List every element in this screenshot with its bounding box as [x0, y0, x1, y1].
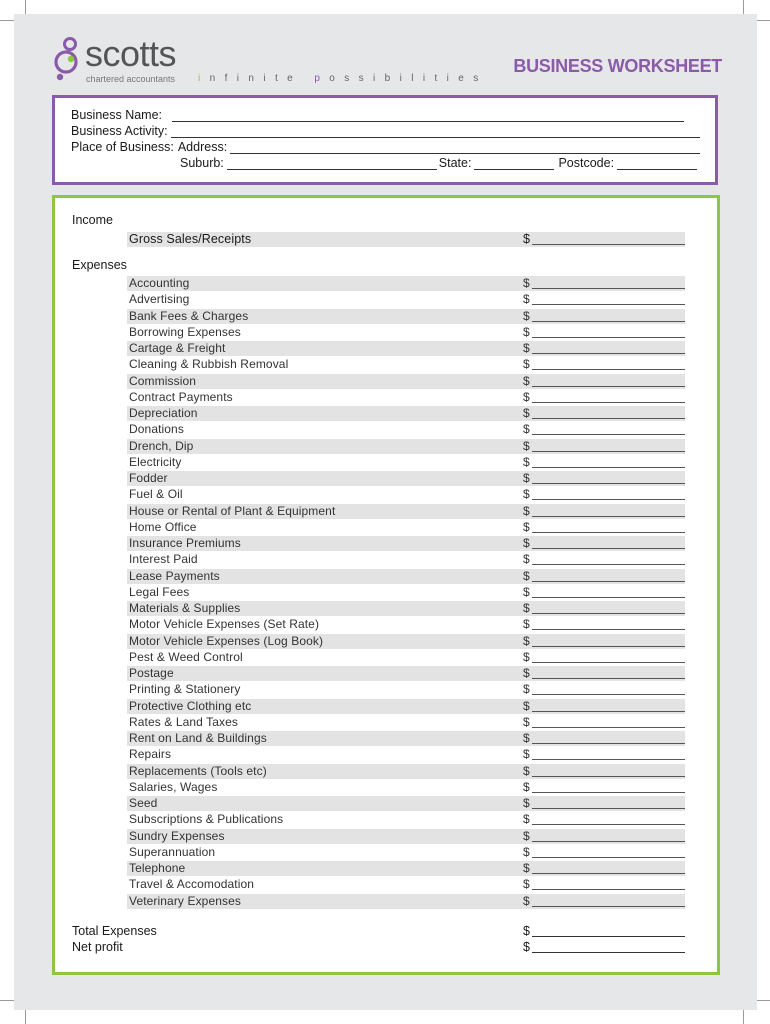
- expense-row-label: Printing & Stationery: [129, 682, 241, 697]
- expense-row-label: Fuel & Oil: [129, 487, 183, 502]
- expense-row-currency: $: [523, 649, 530, 664]
- expense-row-currency: $: [523, 828, 530, 843]
- income-row[interactable]: [127, 232, 685, 247]
- business-name-field[interactable]: [172, 110, 684, 122]
- tagline-word-2: ossibilities: [329, 73, 488, 84]
- expense-row-currency: $: [523, 617, 530, 632]
- expense-row-currency: $: [523, 731, 530, 745]
- expense-row-label: Replacements (Tools etc): [129, 763, 267, 778]
- expense-row-label: Pest & Weed Control: [129, 649, 243, 664]
- expense-row-amount-field[interactable]: [532, 386, 685, 387]
- expense-row[interactable]: [127, 715, 685, 730]
- expense-row-amount-field[interactable]: [532, 516, 685, 517]
- expense-row-amount-field[interactable]: [532, 873, 685, 874]
- expense-row-label: Advertising: [129, 292, 190, 307]
- total-expenses-currency: $: [523, 924, 530, 938]
- business-activity-line: [71, 124, 700, 138]
- expense-row-amount-field[interactable]: [532, 564, 685, 565]
- expense-row-label: Interest Paid: [129, 552, 198, 567]
- expense-row-currency: $: [523, 471, 530, 485]
- expense-row-label: Depreciation: [129, 406, 198, 420]
- state-label: State:: [438, 156, 472, 170]
- expense-row-label: Drench, Dip: [129, 438, 194, 453]
- expense-row-amount-field[interactable]: [532, 678, 685, 679]
- net-profit-label: Net profit: [72, 940, 123, 954]
- expense-row-label: Superannuation: [129, 844, 216, 859]
- total-expenses-field[interactable]: [532, 936, 685, 937]
- page-title: BUSINESS WORKSHEET: [513, 56, 722, 76]
- expense-row[interactable]: [127, 406, 685, 421]
- expense-row-amount-field[interactable]: [532, 792, 685, 793]
- tagline-p: p: [314, 73, 330, 84]
- worksheet-box: [52, 195, 720, 975]
- expense-row[interactable]: [127, 341, 685, 356]
- expense-row-label: Cartage & Freight: [129, 341, 226, 355]
- expense-row-currency: $: [523, 324, 530, 339]
- expense-row[interactable]: [127, 422, 685, 437]
- expense-row[interactable]: [127, 309, 685, 324]
- expense-row[interactable]: [127, 374, 685, 389]
- state-field[interactable]: [474, 158, 554, 170]
- expense-row-amount-field[interactable]: [532, 906, 685, 907]
- expense-row-currency: $: [523, 893, 530, 908]
- expense-row-currency: $: [523, 552, 530, 567]
- crop-mark: [756, 1000, 770, 1001]
- expense-row-label: Insurance Premiums: [129, 536, 241, 550]
- expense-row-currency: $: [523, 698, 530, 713]
- expense-row[interactable]: [127, 357, 685, 372]
- expense-row[interactable]: [127, 292, 685, 307]
- expense-row-currency: $: [523, 503, 530, 518]
- income-heading: Income: [72, 213, 113, 227]
- crop-mark: [0, 20, 14, 21]
- expense-row-currency: $: [523, 601, 530, 615]
- expense-row-currency: $: [523, 536, 530, 550]
- business-name-line: [71, 108, 684, 122]
- expense-row-amount-field[interactable]: [532, 597, 685, 598]
- expense-row-currency: $: [523, 633, 530, 648]
- expense-row-currency: $: [523, 877, 530, 892]
- expense-row-amount-field[interactable]: [532, 889, 685, 890]
- income-row-currency: $: [523, 232, 530, 246]
- expense-row-amount-field[interactable]: [532, 548, 685, 549]
- tagline: [198, 73, 488, 84]
- expense-row[interactable]: [127, 276, 685, 291]
- expense-row-currency: $: [523, 422, 530, 437]
- expense-row[interactable]: [127, 829, 685, 844]
- suburb-label: Suburb:: [180, 156, 224, 170]
- expense-row-currency: $: [523, 406, 530, 420]
- expense-row[interactable]: [127, 796, 685, 811]
- expense-row-amount-field[interactable]: [532, 629, 685, 630]
- expense-row[interactable]: [127, 845, 685, 860]
- expense-row-amount-field[interactable]: [532, 841, 685, 842]
- expense-row-currency: $: [523, 844, 530, 859]
- crop-mark: [25, 1010, 26, 1024]
- expense-row-currency: $: [523, 861, 530, 875]
- suburb-line: [180, 156, 697, 170]
- place-of-business-label: Place of Business:: [71, 140, 174, 154]
- crop-mark: [0, 1000, 14, 1001]
- expense-row-label: Protective Clothing etc: [129, 698, 252, 713]
- expense-row[interactable]: [127, 455, 685, 470]
- expense-row-currency: $: [523, 519, 530, 534]
- business-info-box: [52, 95, 718, 185]
- expense-row[interactable]: [127, 487, 685, 502]
- expense-row-amount-field[interactable]: [532, 337, 685, 338]
- expense-row-label: Repairs: [129, 747, 172, 762]
- expense-row-amount-field[interactable]: [532, 321, 685, 322]
- expense-row-amount-field[interactable]: [532, 434, 685, 435]
- expense-row-label: Rent on Land & Buildings: [129, 731, 267, 745]
- expense-row-currency: $: [523, 357, 530, 372]
- total-expenses-label: Total Expenses: [72, 924, 157, 938]
- suburb-field[interactable]: [227, 158, 437, 170]
- expense-row[interactable]: [127, 747, 685, 762]
- expense-row[interactable]: [127, 585, 685, 600]
- expense-row-currency: $: [523, 308, 530, 323]
- expense-row-amount-field[interactable]: [532, 646, 685, 647]
- expense-row[interactable]: [127, 894, 685, 909]
- expense-row[interactable]: [127, 569, 685, 584]
- expense-row-label: Fodder: [129, 471, 168, 485]
- business-name-label: Business Name:: [71, 108, 163, 122]
- expense-row-amount-field[interactable]: [532, 483, 685, 484]
- expense-row-currency: $: [523, 682, 530, 697]
- expense-row-amount-field[interactable]: [532, 369, 685, 370]
- expense-row-label: Telephone: [129, 861, 186, 875]
- expense-row-currency: $: [523, 373, 530, 388]
- business-activity-field[interactable]: [171, 126, 700, 138]
- expense-row-currency: $: [523, 568, 530, 583]
- expense-row-currency: $: [523, 747, 530, 762]
- place-of-business-line: [71, 140, 700, 154]
- expense-row-amount-field[interactable]: [532, 694, 685, 695]
- expense-row[interactable]: [127, 699, 685, 714]
- crop-mark: [756, 20, 770, 21]
- expense-row[interactable]: [127, 666, 685, 681]
- postcode-field[interactable]: [617, 158, 697, 170]
- crop-mark: [25, 0, 26, 14]
- expense-row[interactable]: [127, 325, 685, 340]
- expense-row-label: Seed: [129, 796, 158, 810]
- tagline-word-1: nfinite: [209, 73, 303, 84]
- expense-row-label: Travel & Accomodation: [129, 877, 255, 892]
- expense-row-amount-field[interactable]: [532, 467, 685, 468]
- expense-row[interactable]: [127, 780, 685, 795]
- expense-row-amount-field[interactable]: [532, 711, 685, 712]
- expense-row-amount-field[interactable]: [532, 662, 685, 663]
- expense-row-label: Motor Vehicle Expenses (Log Book): [129, 633, 324, 648]
- expense-row[interactable]: [127, 650, 685, 665]
- expense-row-amount-field[interactable]: [532, 451, 685, 452]
- expense-row-amount-field[interactable]: [532, 824, 685, 825]
- expense-row-currency: $: [523, 487, 530, 502]
- postcode-label: Postcode:: [558, 156, 615, 170]
- expense-row[interactable]: [127, 536, 685, 551]
- expenses-heading: Expenses: [72, 258, 127, 272]
- expense-row-currency: $: [523, 454, 530, 469]
- expense-row-currency: $: [523, 796, 530, 810]
- income-row-label: Gross Sales/Receipts: [129, 232, 252, 246]
- expense-row-label: Rates & Land Taxes: [129, 714, 238, 729]
- tagline-first-letter: i: [198, 73, 210, 84]
- expense-row-amount-field[interactable]: [532, 288, 685, 289]
- address-field[interactable]: [230, 142, 700, 154]
- expense-row-amount-field[interactable]: [532, 776, 685, 777]
- expense-row[interactable]: [127, 390, 685, 405]
- expense-row[interactable]: [127, 764, 685, 779]
- expense-row-currency: $: [523, 812, 530, 827]
- expense-row-amount-field[interactable]: [532, 304, 685, 305]
- expense-row-amount-field[interactable]: [532, 808, 685, 809]
- expense-row[interactable]: [127, 504, 685, 519]
- expense-row[interactable]: [127, 471, 685, 486]
- expense-row-label: Home Office: [129, 519, 197, 534]
- expense-row[interactable]: [127, 877, 685, 892]
- total-expenses-row[interactable]: [72, 924, 685, 939]
- expense-row-amount-field[interactable]: [532, 499, 685, 500]
- expense-row[interactable]: [127, 731, 685, 746]
- expense-row-label: Sundry Expenses: [129, 828, 225, 843]
- expense-row-currency: $: [523, 438, 530, 453]
- expense-row[interactable]: [127, 617, 685, 632]
- expense-row[interactable]: [127, 682, 685, 697]
- logo-wordmark: scotts: [85, 33, 177, 74]
- expense-row[interactable]: [127, 520, 685, 535]
- expense-row-currency: $: [523, 584, 530, 599]
- net-profit-field[interactable]: [532, 952, 685, 953]
- expense-row-label: Accounting: [129, 276, 190, 290]
- expense-row-amount-field[interactable]: [532, 759, 685, 760]
- expense-row-currency: $: [523, 276, 530, 290]
- expense-row[interactable]: [127, 861, 685, 876]
- expense-row-currency: $: [523, 341, 530, 355]
- expense-row-amount-field[interactable]: [532, 613, 685, 614]
- net-profit-row[interactable]: [72, 940, 685, 955]
- expense-row-label: Commission: [129, 373, 197, 388]
- expense-row-label: Motor Vehicle Expenses (Set Rate): [129, 617, 320, 632]
- expense-row-label: House or Rental of Plant & Equipment: [129, 503, 336, 518]
- expense-row-currency: $: [523, 714, 530, 729]
- expense-row[interactable]: [127, 634, 685, 649]
- expense-row-label: Postage: [129, 666, 174, 680]
- net-profit-currency: $: [523, 940, 530, 954]
- expense-row-amount-field[interactable]: [532, 402, 685, 403]
- expense-row-label: Bank Fees & Charges: [129, 308, 249, 323]
- logo-subtitle: chartered accountants: [86, 74, 176, 84]
- expense-row-amount-field[interactable]: [532, 418, 685, 419]
- income-row-amount-field[interactable]: [532, 244, 685, 245]
- expense-row-currency: $: [523, 389, 530, 404]
- crop-mark: [743, 1010, 744, 1024]
- expense-row-label: Lease Payments: [129, 568, 220, 583]
- expense-row-label: Contract Payments: [129, 389, 233, 404]
- expense-row-label: Electricity: [129, 454, 182, 469]
- expense-row-label: Veterinary Expenses: [129, 893, 241, 908]
- expense-row-label: Materials & Supplies: [129, 601, 241, 615]
- expense-row-amount-field[interactable]: [532, 857, 685, 858]
- expense-row-label: Donations: [129, 422, 184, 437]
- expense-row-label: Legal Fees: [129, 584, 190, 599]
- expense-row[interactable]: [127, 601, 685, 616]
- expense-row-amount-field[interactable]: [532, 581, 685, 582]
- expense-row-label: Salaries, Wages: [129, 779, 218, 794]
- expense-row[interactable]: [127, 552, 685, 567]
- expense-row-label: Subscriptions & Publications: [129, 812, 284, 827]
- expense-row-label: Cleaning & Rubbish Removal: [129, 357, 289, 372]
- crop-mark: [743, 0, 744, 14]
- expense-row-label: Borrowing Expenses: [129, 324, 241, 339]
- expense-row-amount-field[interactable]: [532, 353, 685, 354]
- expense-row-amount-field[interactable]: [532, 727, 685, 728]
- business-activity-label: Business Activity:: [71, 124, 168, 138]
- expense-row-currency: $: [523, 779, 530, 794]
- expense-row-currency: $: [523, 666, 530, 680]
- address-label: Address:: [177, 140, 228, 154]
- expense-row-amount-field[interactable]: [532, 743, 685, 744]
- expense-row-amount-field[interactable]: [532, 532, 685, 533]
- logo-mark-icon: [53, 36, 83, 82]
- expense-row-currency: $: [523, 763, 530, 778]
- expense-row[interactable]: [127, 439, 685, 454]
- expense-row[interactable]: [127, 812, 685, 827]
- expense-row-currency: $: [523, 292, 530, 307]
